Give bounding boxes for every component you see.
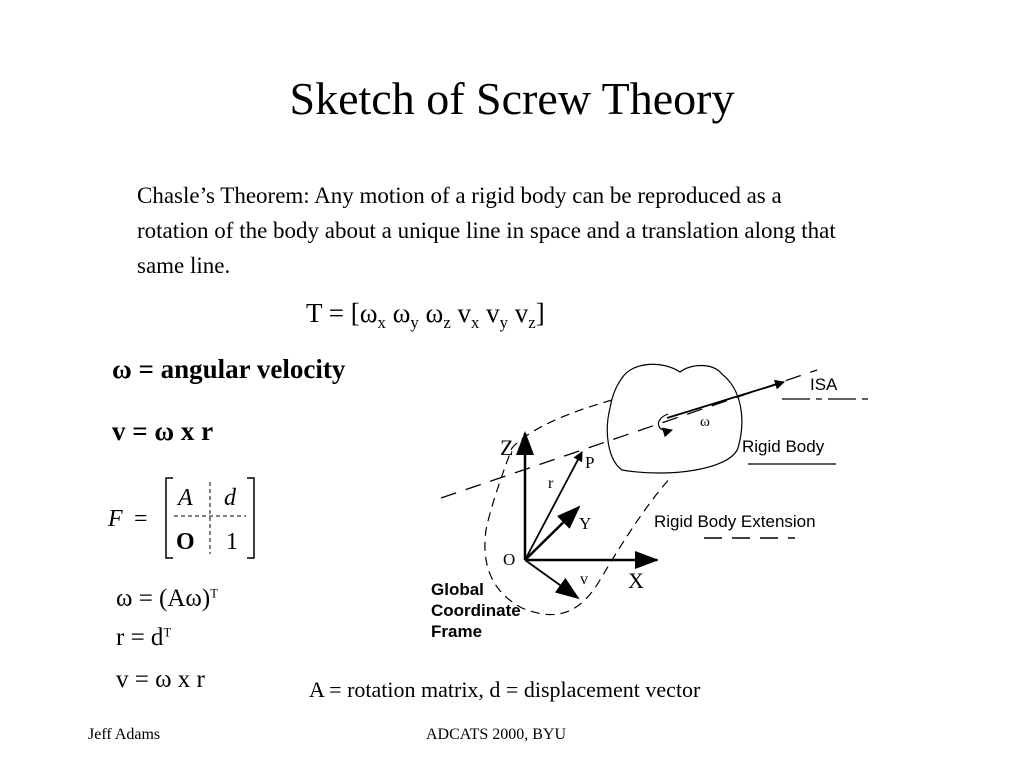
y-axis [525, 507, 579, 560]
frame-label-line3: Frame [431, 622, 483, 641]
slide-title: Sketch of Screw Theory [289, 73, 735, 124]
twist-sub-y: y [410, 312, 419, 332]
r-label: r [548, 475, 554, 492]
velocity-definition: v = ω x r [112, 416, 214, 446]
twist-v-z: v [514, 298, 529, 328]
y-axis-label: Y [579, 514, 592, 533]
isa-label: ISA [810, 375, 838, 394]
twist-omega-z: ω [425, 298, 444, 328]
frame-label-line2: Coordinate [431, 601, 521, 620]
rigid-body-extension-label: Rigid Body Extension [654, 512, 816, 531]
matrix-d: d [224, 485, 236, 511]
matrix-o: O [176, 529, 195, 555]
p-label: P [585, 453, 595, 472]
velocity-vector-v [525, 560, 578, 598]
omega-relation-sup: T [210, 586, 218, 601]
twist-v-y: v [486, 298, 500, 328]
matrix-a: A [178, 485, 193, 511]
origin-label: O [503, 550, 516, 569]
twist-lhs: T = [ [306, 298, 360, 328]
x-axis-label: X [628, 568, 644, 593]
matrix-lhs: F [108, 506, 123, 532]
frame-label-line1: Global [431, 580, 484, 599]
twist-omega-x: ω [359, 298, 378, 328]
v-label: v [580, 571, 588, 588]
omega-relation-main: ω = (Aω) [116, 585, 211, 612]
matrix-caption: A = rotation matrix, d = displacement vector [309, 677, 701, 702]
footer-conference: ADCATS 2000, BYU [426, 726, 567, 743]
r-relation-main: r = d [116, 624, 164, 651]
twist-sub-x: x [377, 312, 386, 332]
twist-v-sub-y: y [499, 312, 509, 332]
twist-omega-y: ω [392, 298, 411, 328]
r-relation-sup: T [163, 625, 172, 640]
position-vector-r [525, 452, 582, 560]
footer-author: Jeff Adams [88, 726, 161, 743]
rigid-body-label: Rigid Body [742, 437, 825, 456]
omega-label: ω [700, 414, 710, 430]
chasles-theorem-text: Chasle’s Theorem: Any motion of a rigid body can be reproduced as a rotation of the body about a unique line in space and a translation along that same line. [137, 183, 836, 278]
twist-v-sub-x: x [471, 312, 480, 332]
v-relation: v = ω x r [116, 666, 205, 693]
angular-velocity-definition: ω = angular velocity [112, 354, 346, 384]
z-axis-label: Z [500, 435, 514, 460]
matrix-equals: = [134, 506, 148, 532]
twist-v-sub-z: z [528, 312, 536, 332]
isa-arrow [667, 382, 784, 418]
twist-sub-z: z [443, 312, 451, 332]
twist-v-x: v [457, 298, 472, 328]
matrix-one: 1 [226, 529, 238, 555]
twist-close: ] [535, 298, 545, 328]
